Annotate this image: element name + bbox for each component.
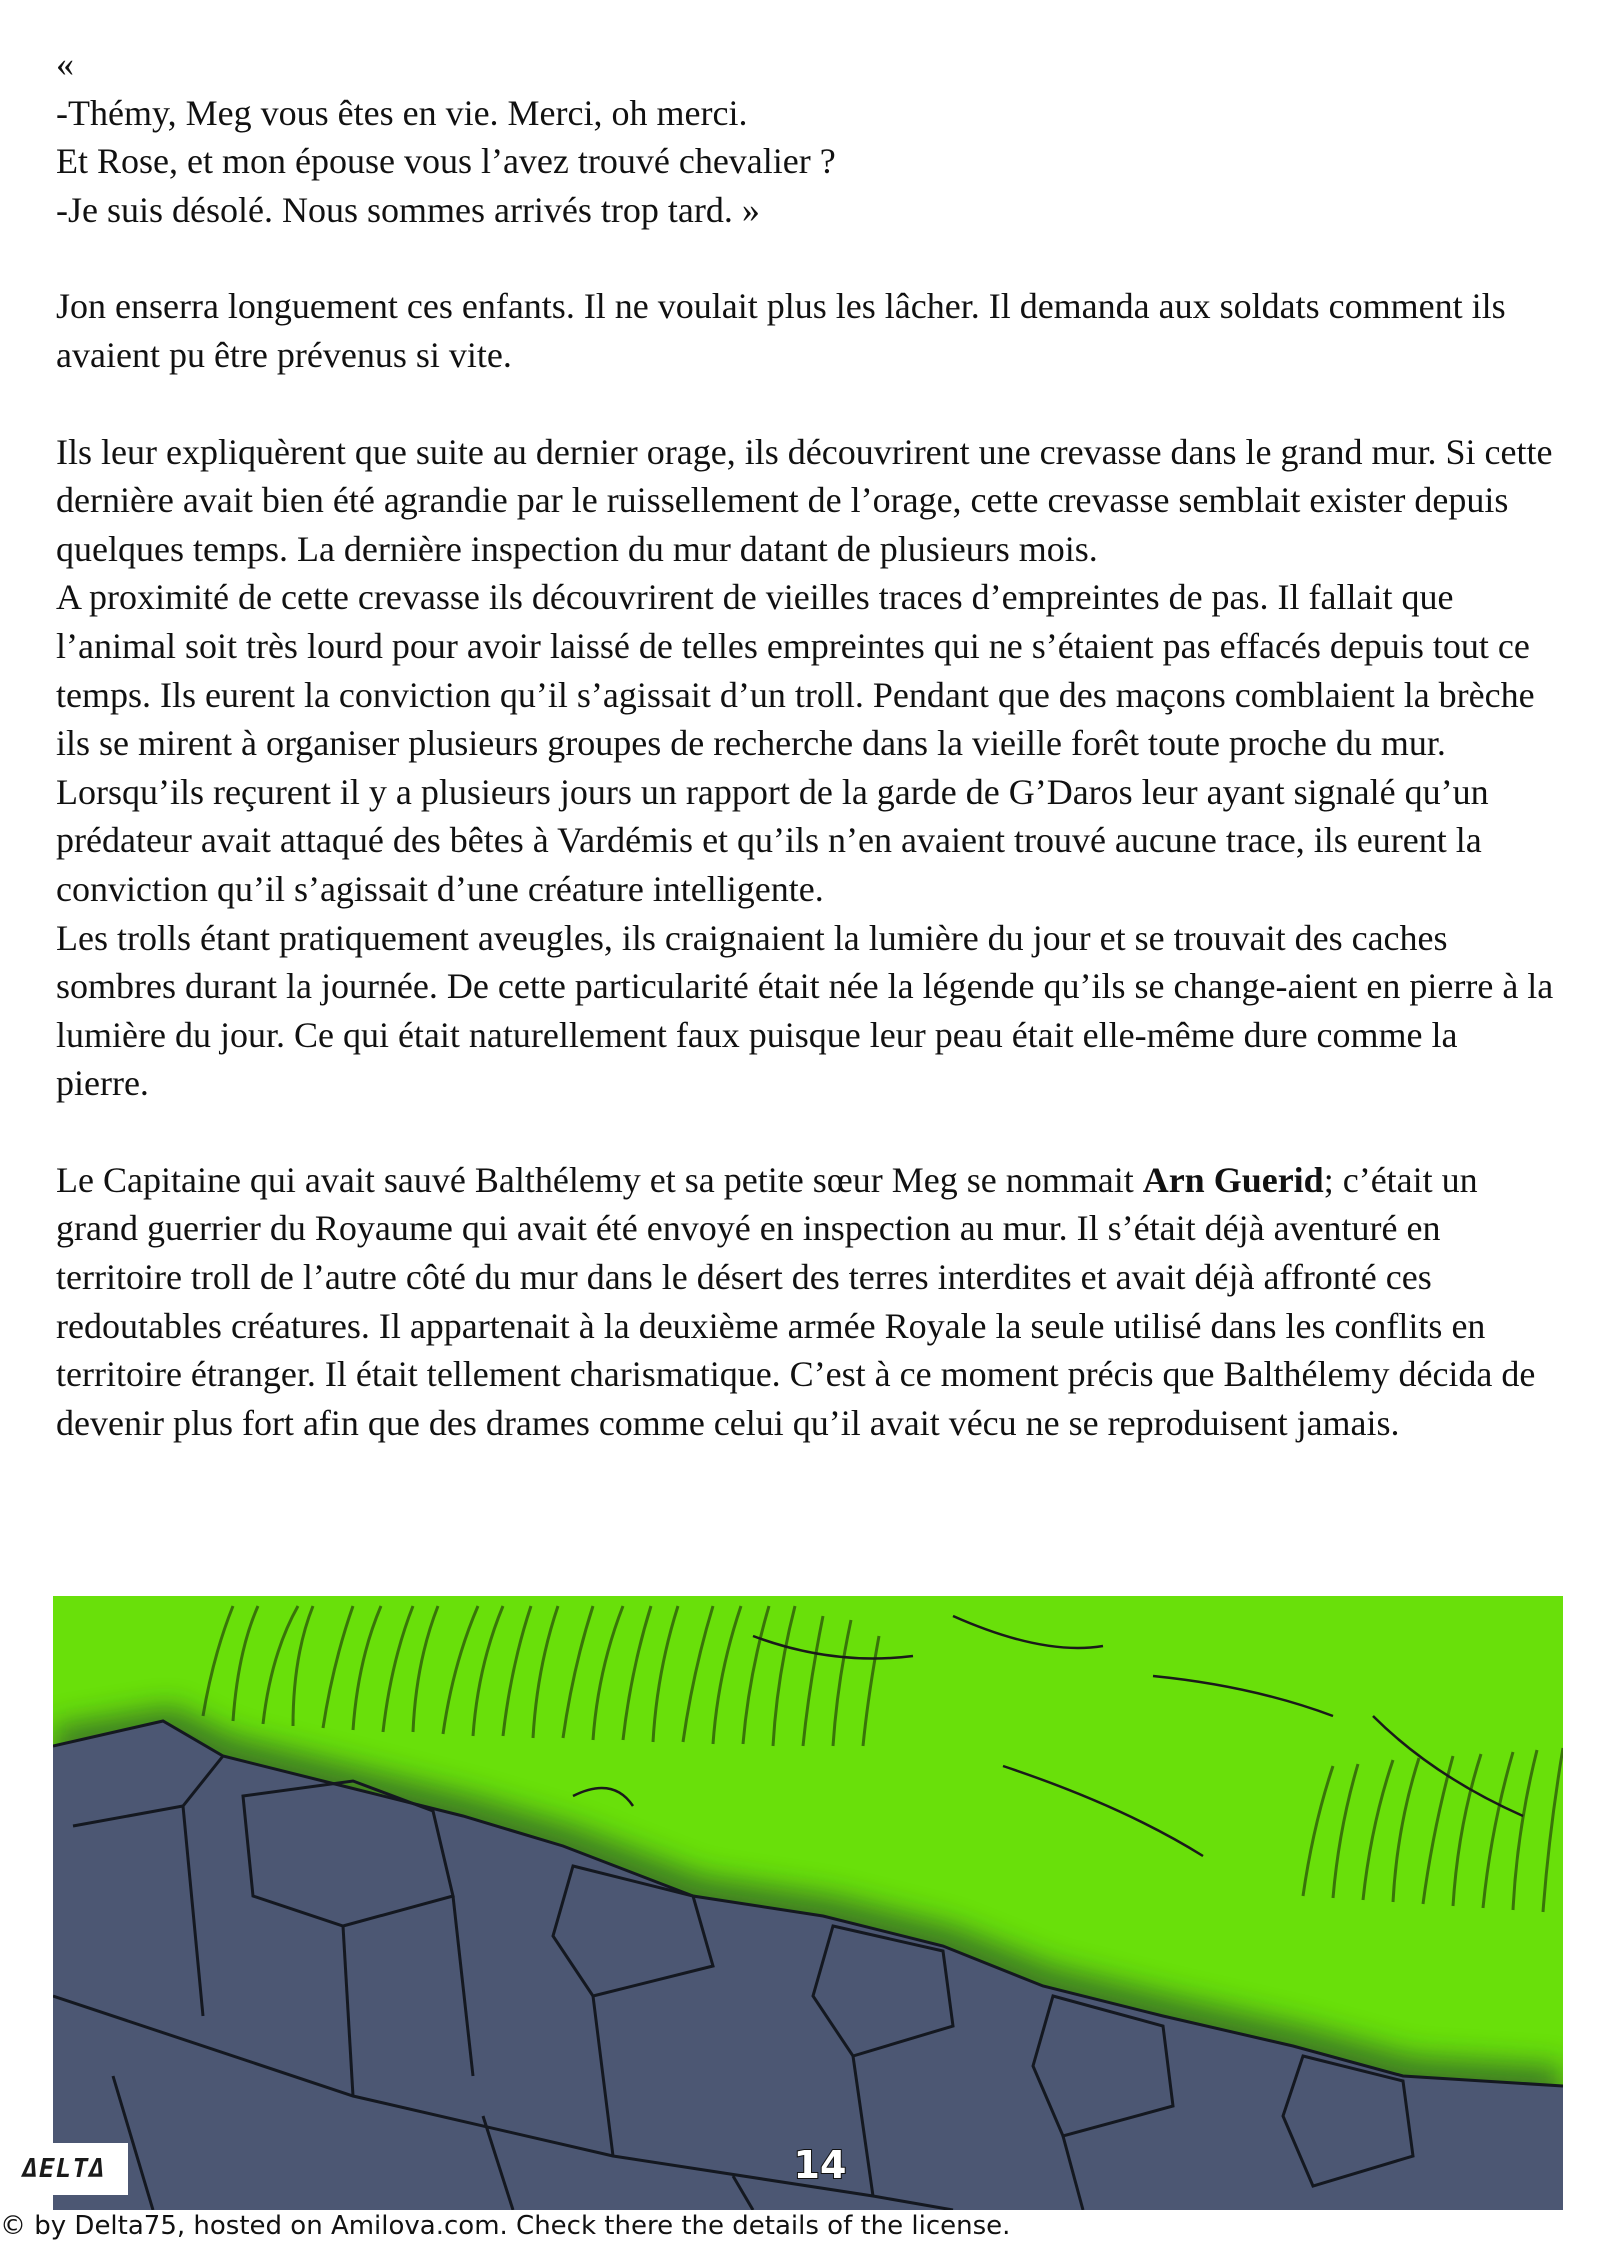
paragraph: Ils leur expliquèrent que suite au dernier orage, ils découvrirent une crevasse dans le grand mur. Si cette dernière avait bien été agrandie par le ruissellement de l’orage, cette crevasse semblait exister depuis quelques temps. La dernière inspection du mur datant de plusieurs mois. [56, 431, 1562, 569]
license-footer: © by Delta75, hosted on Amilova.com. Check there the details of the license. [0, 2211, 1011, 2241]
paragraph: A proximité de cette crevasse ils découvrirent de vieilles traces d’empreintes de pas. Il fallait que l’animal soit très lourd pour avoir laissé de telles empreintes qui ne s’étaient pas effacés depuis tout ce temps. Ils eurent la conviction qu’il s’agissait d’un troll. Pendant que des maçons comblaient la brèche ils se mirent à organiser plusieurs groupes de recherche dans la vieille forêt toute proche du mur. Lorsqu’ils reçurent il y a plusieurs jours un rapport de la garde de G’Daros leur ayant signalé qu’un prédateur avait attaqué des bêtes à Vardémis et qu’ils n’en avaient trouvé aucune trace, ils eurent la conviction qu’il s’agissait d’une créature intelligente. [56, 577, 1544, 909]
paragraph-captain-before: Le Capitaine qui avait sauvé Balthélemy et sa petite sœur Meg se nommait [56, 1159, 1143, 1200]
wall-drawing [53, 1596, 1563, 2210]
captain-name: Arn Guerid [1142, 1159, 1324, 1200]
dialogue-line: Et Rose, et mon épouse vous l’avez trouvé chevalier ? [56, 141, 836, 182]
wall-illustration [53, 1596, 1563, 2210]
paragraph: Les trolls étant pratiquement aveugles, ils craignaient la lumière du jour et se trouvait des caches sombres durant la journée. De cette particularité était née la légende qu’ils se change-aient en pierre à la lumière du jour. Ce qui était naturellement faux puisque leur peau était elle-même dure comme la pierre. [56, 917, 1563, 1104]
dialogue-line: -Je suis désolé. Nous sommes arrivés trop tard. » [56, 189, 760, 230]
story-text [56, 40, 1563, 1447]
paragraph: Jon enserra longuement ces enfants. Il ne voulait plus les lâcher. Il demanda aux soldats comment ils avaient pu être prévenus si vite. [56, 286, 1515, 375]
page-number: 14 [793, 2143, 847, 2187]
paragraph-captain-after: ; c’était un grand guerrier du Royaume qui avait été envoyé en inspection au mur. Il s’était déjà aventuré en territoire troll de l’autre côté du mur dans le désert des terres interdites et avait déjà affronté ces redoutables créatures. Il appartenait à la deuxième armée Royale la seule utilisé dans les conflits en territoire étranger. Il était tellement charismatique. C’est à ce moment précis que Balthélemy décida de devenir plus fort afin que des drames comme celui qu’il avait vécu ne se reproduisent jamais. [56, 1159, 1545, 1443]
dialogue-line: « [56, 44, 74, 84]
paragraph-captain [56, 1156, 1556, 1448]
dialogue-line: -Thémy, Meg vous êtes en vie. Merci, oh merci. [56, 92, 748, 133]
delta-logo: ΔELTΔ [0, 2143, 128, 2195]
